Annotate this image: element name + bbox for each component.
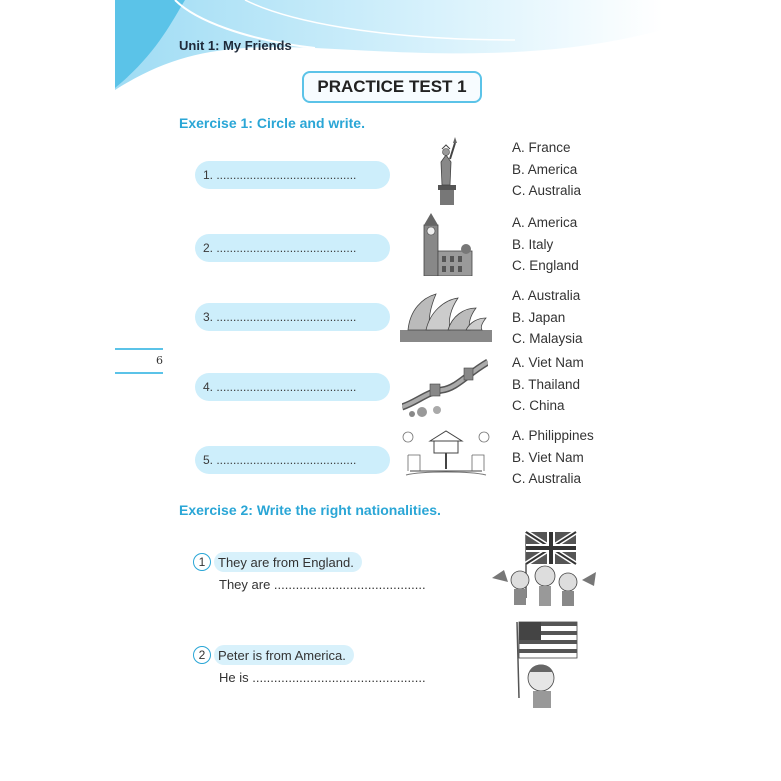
- answer-line-1[interactable]: They are ..........................................: [219, 577, 426, 592]
- answer-blank-4[interactable]: 4. ..........................................: [195, 373, 390, 401]
- question-2-1: [193, 551, 362, 573]
- question-number-2: 2: [193, 646, 211, 664]
- option-4c[interactable]: C. China: [512, 398, 565, 413]
- answer-blank-1[interactable]: 1. ..........................................: [195, 161, 390, 189]
- option-1b[interactable]: B. America: [512, 161, 578, 177]
- question-prompt-1: They are from England.: [214, 552, 362, 572]
- option-5c[interactable]: C. Australia: [512, 471, 582, 486]
- option-4b[interactable]: B. Thailand: [512, 376, 581, 392]
- answer-line-2[interactable]: He is ................................................: [219, 670, 426, 685]
- answer-blank-2[interactable]: 2. ..........................................: [195, 234, 390, 262]
- options-1: [512, 137, 581, 202]
- great-wall-icon: [402, 352, 488, 417]
- question-prompt-2: Peter is from America.: [214, 645, 354, 665]
- options-5: [512, 425, 594, 490]
- question-number-1: 1: [193, 553, 211, 571]
- option-3c[interactable]: C. Malaysia: [512, 331, 583, 346]
- sydney-opera-house-icon: [400, 290, 492, 342]
- option-5a[interactable]: A. Philippines: [512, 428, 594, 443]
- option-1c[interactable]: C. Australia: [512, 183, 582, 198]
- option-2c[interactable]: C. England: [512, 258, 579, 273]
- one-pillar-pagoda-icon: [402, 427, 490, 479]
- option-2a[interactable]: A. America: [512, 215, 578, 230]
- option-1a[interactable]: A. France: [512, 140, 571, 155]
- answer-blank-5[interactable]: 5. ..........................................: [195, 446, 390, 474]
- answer-blank-3[interactable]: 3. ..........................................: [195, 303, 390, 331]
- option-4a[interactable]: A. Viet Nam: [512, 355, 584, 370]
- kids-with-uk-flag-icon: [490, 528, 600, 610]
- unit-title: Unit 1: My Friends: [179, 38, 292, 53]
- statue-of-liberty-icon: [428, 137, 464, 205]
- option-2b[interactable]: B. Italy: [512, 236, 554, 252]
- options-3: [512, 285, 583, 350]
- option-3a[interactable]: A. Australia: [512, 288, 581, 303]
- options-2: [512, 212, 579, 277]
- option-3b[interactable]: B. Japan: [512, 309, 566, 325]
- margin-line-top: [115, 348, 163, 350]
- boy-with-us-flag-icon: [505, 618, 583, 710]
- page-number: 6: [156, 354, 163, 367]
- options-4: [512, 352, 584, 417]
- exercise2-title: Exercise 2: Write the right nationalities.: [179, 502, 441, 518]
- question-2-2: [193, 644, 354, 666]
- test-title: PRACTICE TEST 1: [302, 71, 482, 103]
- margin-line-bottom: [115, 372, 163, 374]
- exercise1-title: Exercise 1: Circle and write.: [179, 115, 365, 131]
- big-ben-icon: [416, 211, 476, 276]
- option-5b[interactable]: B. Viet Nam: [512, 449, 584, 465]
